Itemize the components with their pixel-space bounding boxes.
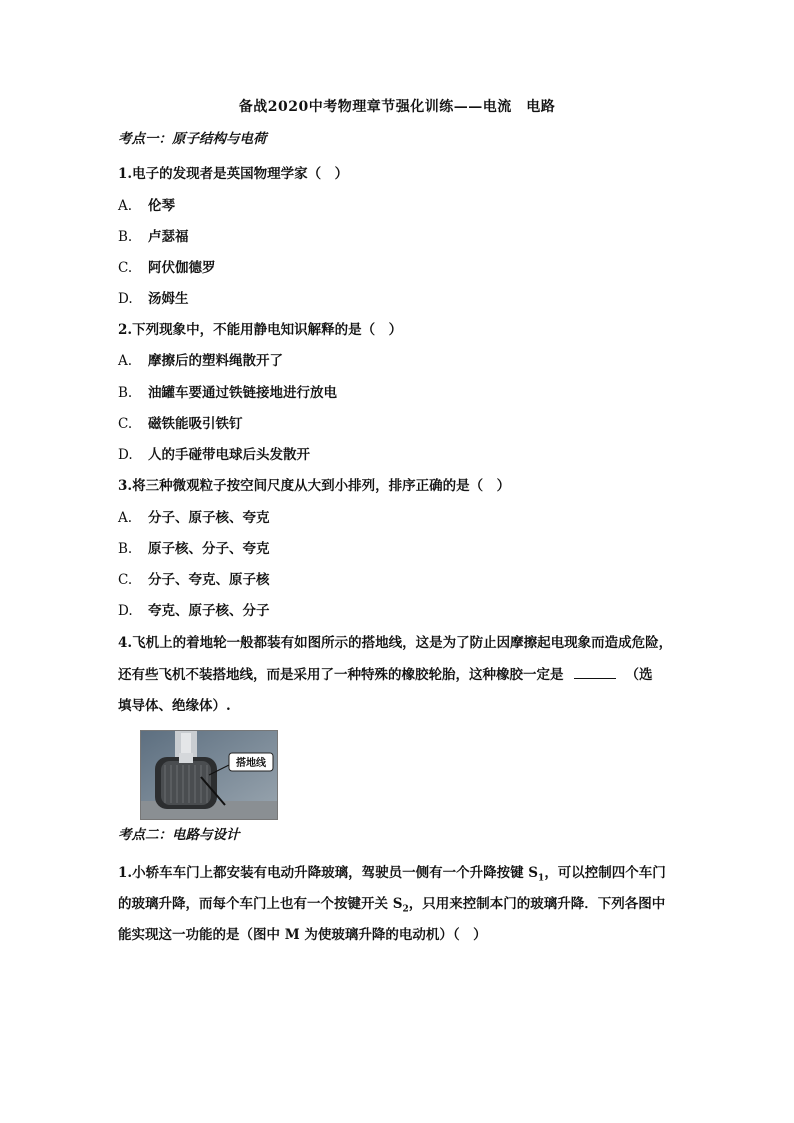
- question-2-option-c: C. 磁铁能吸引铁钉: [118, 416, 243, 432]
- question-4-line-3: 填导体、绝缘体）.: [118, 698, 231, 714]
- question-5-line-1: 1.小轿车车门上都安装有电动升降玻璃，驾驶员一侧有一个升降按键 $S_1$，可以控制四个车门: [118, 865, 666, 884]
- section-heading-1: 考点一：原子结构与电荷: [118, 131, 267, 147]
- question-2-option-a: A. 摩擦后的塑料绳散开了: [118, 353, 283, 369]
- question-1-option-c: C. 阿伏伽德罗: [118, 260, 216, 276]
- question-1-option-a: A. 伦琴: [118, 198, 175, 214]
- question-2-option-b: B. 油罐车要通过铁链接地进行放电: [118, 385, 337, 401]
- question-3-option-c: C. 分子、夸克、原子核: [118, 572, 270, 588]
- question-3-stem: 3.将三种微观粒子按空间尺度从大到小排列，排序正确的是（ ）: [118, 478, 511, 494]
- answer-blank[interactable]: [574, 666, 616, 679]
- section-heading-2: 考点二：电路与设计: [118, 827, 240, 843]
- question-2-option-d: D. 人的手碰带电球后头发散开: [118, 447, 310, 463]
- question-5-line-3: 能实现这一功能的是（图中 M 为使玻璃升降的电动机）（ ）: [118, 927, 487, 943]
- wheel-image: [141, 731, 277, 819]
- question-5-line-2: 的玻璃升降，而每个车门上也有一个按键开关 $S_2$，只用来控制本门的玻璃升降．下列各图中: [118, 896, 666, 915]
- question-3-option-d: D. 夸克、原子核、分子: [118, 603, 270, 619]
- question-1-stem: 1.电子的发现者是英国物理学家（ ）: [118, 166, 349, 182]
- ground-wire-label: 搭地线: [236, 758, 266, 769]
- question-3-option-b: B. 原子核、分子、夸克: [118, 541, 270, 557]
- question-2-stem: 2.下列现象中，不能用静电知识解释的是（ ）: [118, 322, 403, 338]
- airplane-wheel-photo: [140, 730, 278, 820]
- question-1-option-d: D. 汤姆生: [118, 291, 189, 307]
- question-4-line-1: 4.飞机上的着地轮一般都装有如图所示的搭地线，这是为了防止因摩擦起电现象而造成危险，: [118, 635, 673, 651]
- question-3-option-a: A. 分子、原子核、夸克: [118, 510, 270, 526]
- page-title: 备战2020中考物理章节强化训练——电流 电路: [238, 99, 556, 115]
- question-1-option-b: B. 卢瑟福: [118, 229, 189, 245]
- question-4-line-2: 还有些飞机不装搭地线，而是采用了一种特殊的橡胶轮胎，这种橡胶一定是 （选: [118, 667, 653, 683]
